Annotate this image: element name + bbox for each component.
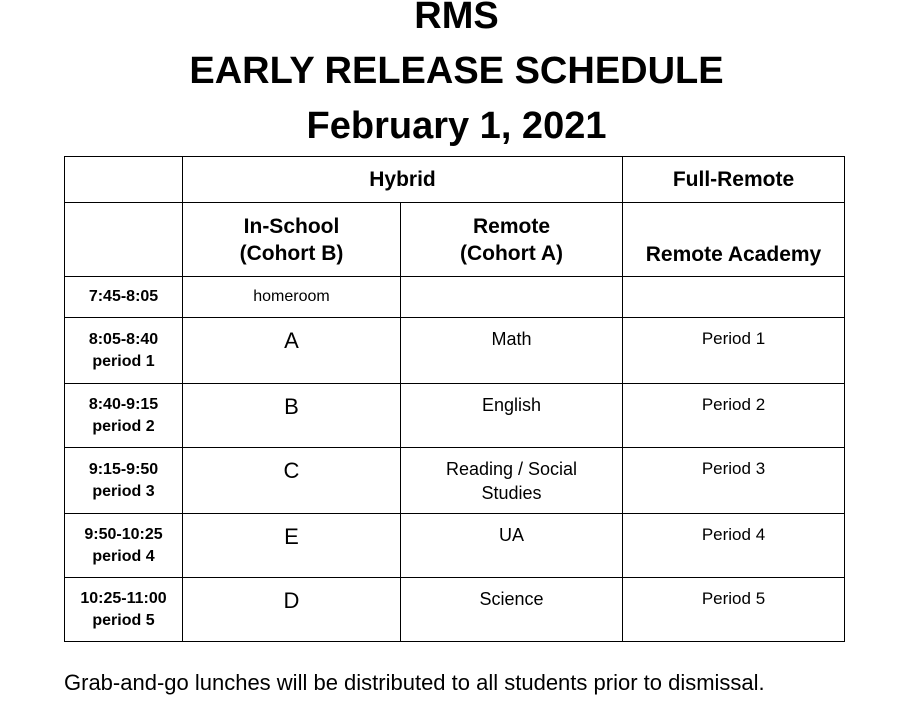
remote-cell-line1: Reading / Social	[445, 459, 578, 479]
remote-cell: English	[401, 384, 623, 448]
lunch-note: Grab-and-go lunches will be distributed to all students prior to dismissal.	[64, 670, 765, 695]
homeroom-remote-academy-cell	[623, 277, 845, 318]
time-cell	[65, 578, 183, 642]
remote-header-line1: Remote	[472, 214, 551, 238]
period-label: period 5	[92, 611, 155, 629]
remote-academy-cell: Period 4	[623, 514, 845, 578]
homeroom-in-school-cell: homeroom	[183, 277, 401, 318]
time-range: 10:25-11:00	[80, 589, 167, 607]
remote-cell-line2: Studies	[481, 483, 542, 503]
school-name-title: RMS	[414, 0, 499, 37]
time-cell	[65, 384, 183, 448]
table-row	[65, 384, 845, 448]
in-school-header-line1: In-School	[243, 214, 340, 238]
period-label: period 2	[92, 417, 155, 435]
remote-cell	[401, 448, 623, 514]
time-cell	[65, 448, 183, 514]
remote-academy-cell: Period 2	[623, 384, 845, 448]
remote-cell: Math	[401, 318, 623, 384]
time-range: 8:40-9:15	[88, 395, 159, 413]
in-school-cell: D	[183, 578, 401, 642]
homeroom-remote-cell	[401, 277, 623, 318]
full-remote-header: Full-Remote	[623, 157, 845, 203]
homeroom-time: 7:45-8:05	[65, 277, 183, 318]
remote-academy-cell: Period 3	[623, 448, 845, 514]
table-row	[65, 318, 845, 384]
remote-cell: Science	[401, 578, 623, 642]
homeroom-row	[65, 277, 845, 318]
period-label: period 1	[92, 352, 155, 370]
column-header-row	[65, 203, 845, 277]
in-school-header	[183, 203, 401, 277]
time-cell	[65, 318, 183, 384]
in-school-cell: C	[183, 448, 401, 514]
remote-header	[401, 203, 623, 277]
in-school-cell: E	[183, 514, 401, 578]
period-label: period 4	[92, 547, 155, 565]
empty-corner-cell	[65, 157, 183, 203]
remote-academy-cell: Period 1	[623, 318, 845, 384]
schedule-date: February 1, 2021	[306, 105, 607, 147]
table-row	[65, 514, 845, 578]
time-range: 9:50-10:25	[84, 525, 163, 543]
in-school-cell: B	[183, 384, 401, 448]
time-range: 9:15-9:50	[88, 460, 159, 478]
period-label: period 3	[92, 482, 155, 500]
in-school-cell: A	[183, 318, 401, 384]
remote-cell: UA	[401, 514, 623, 578]
schedule-title: EARLY RELEASE SCHEDULE	[189, 50, 724, 92]
table-row	[65, 578, 845, 642]
schedule-table	[64, 156, 845, 642]
empty-header-cell	[65, 203, 183, 277]
time-cell	[65, 514, 183, 578]
remote-header-line2: (Cohort A)	[459, 241, 564, 265]
remote-academy-cell: Period 5	[623, 578, 845, 642]
in-school-header-line2: (Cohort B)	[239, 241, 344, 265]
hybrid-header: Hybrid	[183, 157, 623, 203]
time-range: 8:05-8:40	[88, 330, 159, 348]
table-row	[65, 448, 845, 514]
group-header-row	[65, 157, 845, 203]
remote-academy-header: Remote Academy	[623, 203, 845, 277]
